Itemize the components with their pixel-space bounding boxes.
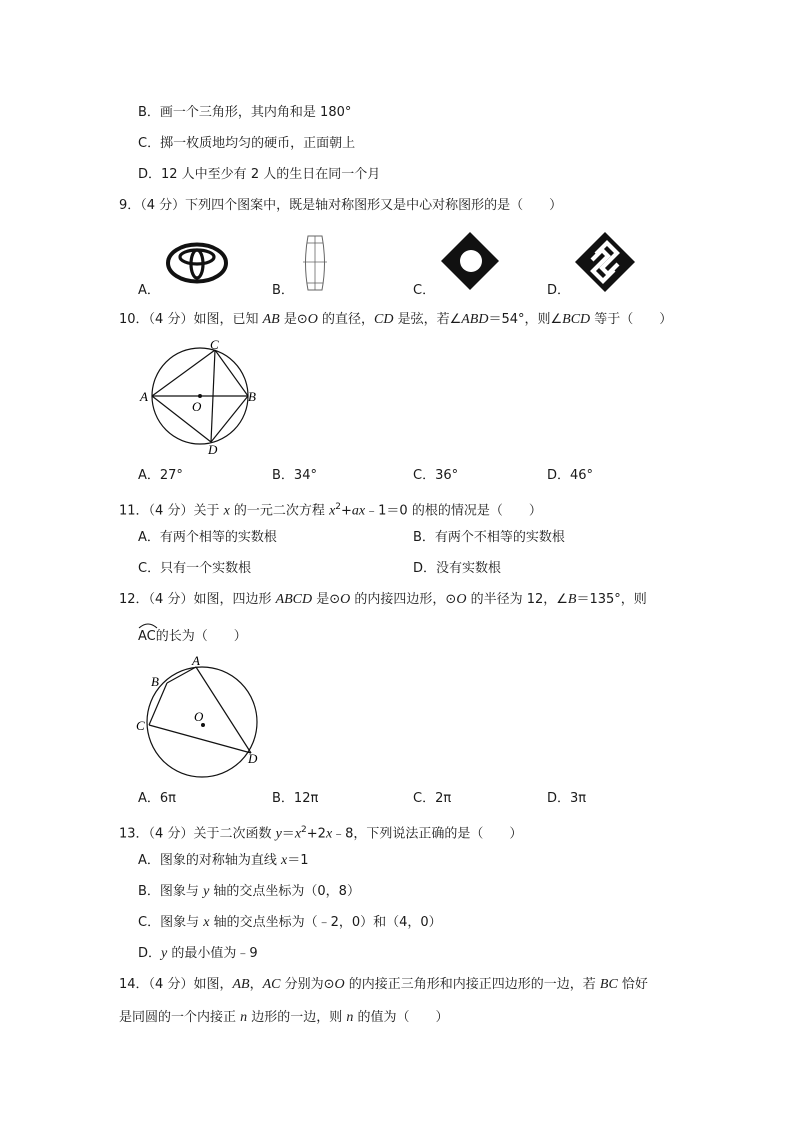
q13-option-b: B．图象与 y 轴的交点坐标为（0，8） bbox=[138, 884, 360, 899]
q13-option-a: A．图象的对称轴为直线 x＝1 bbox=[138, 853, 309, 868]
q13-stem: 13．（4 分）关于二次函数 $y=x^2+2x﹣8$，下列说法正确的是（ ） bbox=[119, 825, 523, 842]
q9-figure-b-lens bbox=[302, 235, 328, 291]
q8-option-c: C．掷一枚质地均匀的硬币，正面朝上 bbox=[138, 136, 356, 151]
q10-stem: 10．（4 分）如图，已知 AB 是⊙O 的直径，CD 是弦，若∠ABD＝54°，则∠BCD 等于（ ） bbox=[119, 312, 673, 327]
q12-circle-diagram bbox=[134, 655, 264, 780]
q9-label-a: A． bbox=[138, 283, 160, 298]
q12-point-c: C bbox=[136, 718, 145, 733]
q12-stem: 12．（4 分）如图，四边形 ABCD 是⊙O 的内接四边形，⊙O 的半径为 12，∠B＝135°，则 bbox=[119, 592, 647, 607]
q10-point-d: D bbox=[208, 442, 218, 457]
q12-point-b: B bbox=[151, 674, 159, 689]
q10-option-b: B．34° bbox=[272, 468, 317, 483]
q11-option-b: B．有两个不相等的实数根 bbox=[413, 530, 565, 545]
q9-figure-a-emblem bbox=[166, 243, 228, 283]
q12-point-o: O bbox=[194, 709, 204, 724]
q10-option-d: D．46° bbox=[547, 468, 594, 483]
q14-stem-line2: 是同圆的一个内接正 n 边形的一边，则 n 的值为（ ） bbox=[119, 1010, 449, 1025]
q13-option-d: D．y 的最小值为﹣9 bbox=[138, 946, 258, 961]
q10-option-c: C．36° bbox=[413, 468, 459, 483]
q13-option-c: C．图象与 x 轴的交点坐标为（﹣2，0）和（4，0） bbox=[138, 915, 442, 930]
q12-arc-ac: AC bbox=[138, 628, 156, 646]
q10-point-o: O bbox=[192, 399, 202, 414]
q9-figure-c-diamond bbox=[440, 231, 500, 291]
q9-figure-d-logo bbox=[574, 231, 636, 293]
q10-circle-diagram bbox=[138, 338, 263, 458]
arc-symbol-icon bbox=[138, 621, 158, 629]
q10-point-c: C bbox=[210, 337, 219, 352]
q9-stem: 9．（4 分）下列四个图案中，既是轴对称图形又是中心对称图形的是（ ） bbox=[119, 198, 563, 213]
q9-label-d: D． bbox=[547, 283, 571, 298]
q12-point-d: D bbox=[248, 751, 258, 766]
q10-point-a: A bbox=[140, 389, 148, 404]
q12-option-d: D．3π bbox=[547, 791, 587, 806]
q14-stem: 14．（4 分）如图，AB，AC 分别为⊙O 的内接正三角形和内接正四边形的一边，若 BC 恰好 bbox=[119, 977, 648, 992]
q8-option-b: B．画一个三角形，其内角和是 180° bbox=[138, 105, 352, 120]
q10-option-a: A．27° bbox=[138, 468, 183, 483]
q11-option-d: D．没有实数根 bbox=[413, 561, 502, 576]
q12-point-a: A bbox=[192, 653, 200, 668]
q10-point-b: B bbox=[248, 389, 256, 404]
q9-label-c: C． bbox=[413, 283, 436, 298]
q8-option-d: D．12 人中至少有 2 人的生日在同一个月 bbox=[138, 167, 381, 182]
q11-stem: 11．（4 分）关于 x 的一元二次方程 $x^2+ax﹣1=0$ 的根的情况是（ ） bbox=[119, 502, 542, 519]
q9-label-b: B． bbox=[272, 283, 294, 298]
q12-option-b: B．12π bbox=[272, 791, 319, 806]
q11-option-a: A．有两个相等的实数根 bbox=[138, 530, 277, 545]
q12-stem-line2: AC的长为（ ） bbox=[138, 628, 247, 646]
q12-option-a: A．6π bbox=[138, 791, 176, 806]
q11-option-c: C．只有一个实数根 bbox=[138, 561, 252, 576]
q12-option-c: C．2π bbox=[413, 791, 452, 806]
